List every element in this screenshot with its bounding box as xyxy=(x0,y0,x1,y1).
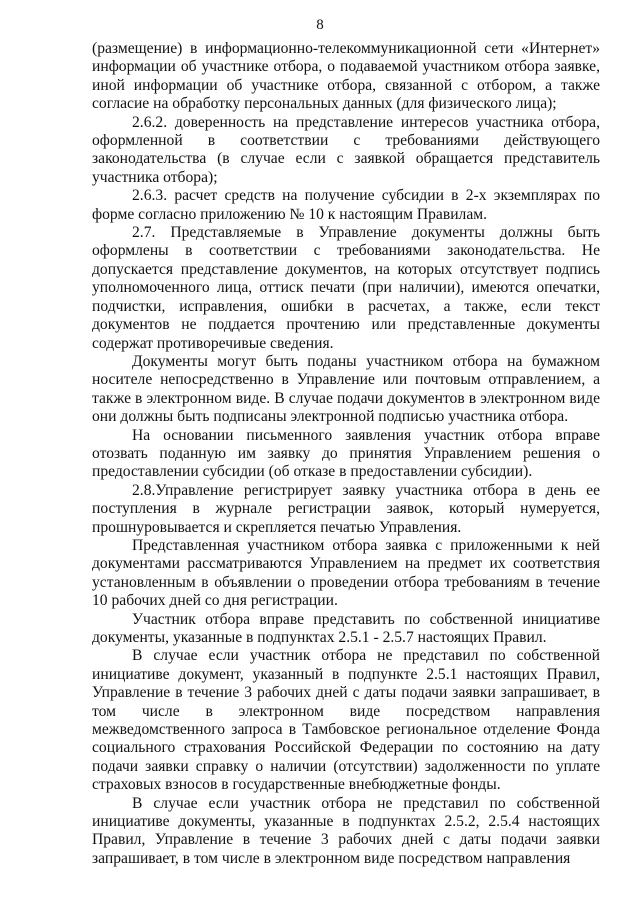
paragraph-2-6-3: 2.6.3. расчет средств на получение субсидии в 2-х экземплярах по форме согласно приложению № 10 к настоящим Правилам. xyxy=(92,187,600,223)
paragraph-request-2-5-1: В случае если участник отбора не представил по собственной инициативе документ, указанный в подпункте 2.5.1 настоящих Правил, Управление в течение 3 рабочих дней с даты подачи заявки запрашивает, в том числе в электронном виде посредством направления межведомственного запроса в Тамбовское региональное отделение Фонда социального страхования Российской Федерации по состоянию на дату подачи заявки справку о наличии (отсутствии) задолженности по уплате страховых взносов в государственные внебюджетные фонды. xyxy=(92,647,600,794)
paragraph-2-8: 2.8.Управление регистрирует заявку участника отбора в день ее поступления в журнале регистрации заявок, который нумеруется, прошнуровывается и скрепляется печатью Управления. xyxy=(92,481,600,536)
document-body xyxy=(92,40,600,868)
paragraph-request-2-5-2: В случае если участник отбора не представил по собственной инициативе документы, указанные в подпунктах 2.5.2, 2.5.4 настоящих Правил, Управление в течение 3 рабочих дней с даты подачи заявки запрашивает, в том числе в электронном виде посредством направления xyxy=(92,794,600,867)
paragraph-review-period: Представленная участником отбора заявка с приложенными к ней документами рассматриваются Управлением на предмет их соответствия установленным в объявлении о проведении отбора требованиям в течение 10 рабочих дней со дня регистрации. xyxy=(92,536,600,610)
page-number: 8 xyxy=(316,17,324,33)
paragraph-submission-methods: Документы могут быть поданы участником отбора на бумажном носителе непосредственно в Управление или почтовым отправлением, а также в электронном виде. В случае подачи документов в электронном виде они должны быть подписаны электронной подписью участника отбора. xyxy=(92,352,600,426)
paragraph-withdrawal: На основании письменного заявления участник отбора вправе отозвать поданную им заявку до принятия Управлением решения о предоставлении субсидии (об отказе в предоставлении субсидии). xyxy=(92,426,600,481)
paragraph-2-7: 2.7. Представляемые в Управление документы должны быть оформлены в соответствии с требованиями законодательства. Не допускается представление документов, на которых отсутствует подпись уполномоченного лица, оттиск печати (при наличии), имеются опечатки, подчистки, исправления, ошибки в расчетах, а также, если текст документов не поддается прочтению или представленные документы содержат противоречивые сведения. xyxy=(92,224,600,352)
paragraph-own-initiative: Участник отбора вправе представить по собственной инициативе документы, указанные в подпунктах 2.5.1 - 2.5.7 настоящих Правил. xyxy=(92,610,600,646)
paragraph-2-6-2: 2.6.2. доверенность на представление интересов участника отбора, оформленной в соответствии с требованиями действующего законодательства (в случае если с заявкой обращается представитель участника отбора); xyxy=(92,113,600,186)
paragraph-consent-continuation: (размещение) в информационно-телекоммуникационной сети «Интернет» информации об участнике отбора, о подаваемой участником отбора заявке, иной информации об участнике отбора, связанной с отбором, а также согласие на обработку персональных данных (для физического лица); xyxy=(92,40,600,113)
